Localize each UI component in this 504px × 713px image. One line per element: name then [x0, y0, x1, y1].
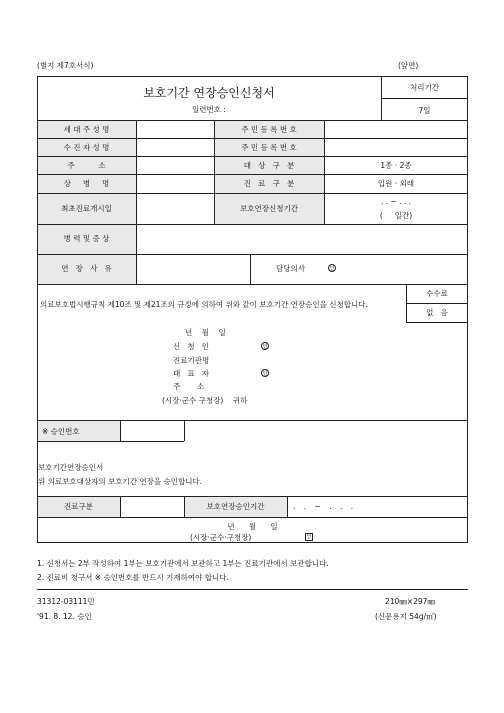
- approval-number-label: ※ 승인번호: [42, 427, 80, 436]
- doctor-seal-mark: 인: [329, 266, 335, 272]
- applicant-address-label: 주 소: [173, 382, 205, 391]
- approval-issuer: (시장·군수·구청장): [190, 533, 252, 542]
- representative-seal-mark: 인: [262, 371, 268, 377]
- paper-size: 210㎜×297㎜: [385, 597, 435, 606]
- approval-body: 위 의료보호대상자의 보호기간 연장을 승인합니다.: [38, 477, 203, 486]
- applicant-seal-mark: 인: [262, 344, 268, 350]
- resident-number-label-1: 주 민 등 록 번 호: [241, 125, 297, 134]
- serial-number-label: 일련번호 :: [192, 105, 226, 114]
- treatment-type-label: 진 료 구 분: [243, 179, 295, 188]
- patient-name-label: 수 진 자 성 명: [63, 143, 110, 152]
- resident-number-label-2: 주 민 등 록 번 호: [241, 143, 297, 152]
- extension-reason-label: 연 장 사 유: [61, 264, 112, 273]
- treatment-type-value: 입원 · 외래: [377, 179, 415, 188]
- doctor-label: 담당의사: [276, 264, 305, 273]
- processing-period-label: 처리기간: [410, 83, 439, 92]
- approval-treatment-label: 진료구분: [64, 502, 93, 511]
- fee-value: 없 음: [426, 308, 448, 317]
- institution-name-label: 진료기관명: [173, 356, 210, 365]
- history-symptoms-label: 병 력 및 증 상: [63, 234, 110, 243]
- approval-date: 년 월 일: [227, 522, 278, 531]
- target-type-label: 대 상 구 분: [243, 161, 295, 170]
- approval-date-footer: '91. 8. 12. 승인: [37, 612, 92, 621]
- extension-requested-value: . . ~ . . .: [380, 197, 412, 206]
- approval-heading: 보호기간연장승인서: [38, 463, 104, 472]
- approval-period-value: . . ~ . . .: [293, 502, 354, 511]
- address-label: 주 소: [67, 161, 106, 170]
- representative-label: 대 표 자: [173, 369, 210, 378]
- form-reference: (별지 제7호서식): [37, 61, 94, 70]
- side-indicator: (앞면): [398, 61, 419, 70]
- form-code: 31312-03111민: [37, 597, 95, 606]
- fee-label: 수수료: [426, 289, 448, 298]
- paper-type: (신문용지 54g/㎡): [375, 612, 437, 621]
- note-1: 1. 신청서는 2부 작성하여 1부는 보호기관에서 보관하고 1부는 진료기관에서 보관합니다.: [37, 559, 329, 568]
- target-type-value: 1종 · 2종: [380, 161, 412, 170]
- recipient-label: (시장·군수 구청장) 귀하: [162, 396, 248, 405]
- note-2: 2. 진료비 청구서 ※ 승인번호를 반드시 기재하여야 합니다.: [37, 573, 229, 582]
- householder-name-label: 세 대 주 성 명: [63, 125, 110, 134]
- issuer-seal-mark: 인: [306, 534, 312, 540]
- first-treatment-date-label: 최초진료개시일: [61, 204, 112, 213]
- extension-days: ( 일간): [379, 211, 413, 220]
- processing-period-value: 7일: [418, 106, 431, 115]
- extension-requested-label: 보호연장신청기간: [240, 204, 298, 213]
- application-body: 의료보호법시행규칙 제10조 및 제21조의 규정에 의하여 위와 같이 보호기간 연장승인을 신청합니다.: [40, 300, 368, 309]
- form-title: 보호기간 연장승인신청서: [143, 86, 275, 100]
- disease-name-label: 상 병 명: [63, 179, 110, 188]
- applicant-label: 신 청 인: [173, 342, 210, 351]
- approval-period-label: 보호연장승인기간: [206, 502, 265, 511]
- application-date: 년 월 일: [185, 328, 226, 337]
